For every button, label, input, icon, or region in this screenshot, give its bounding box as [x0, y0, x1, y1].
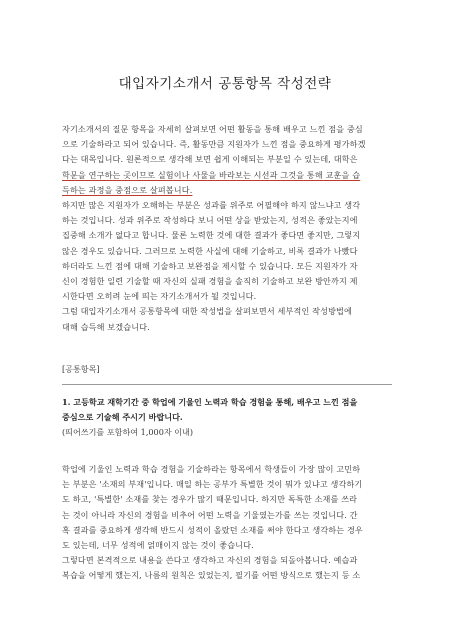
intro-line: 않은 경우도 있습니다. 그러므로 노력한 사실에 대해 기술하고, 비록 결과가 나빴다: [62, 245, 358, 256]
intro-line: 신이 경험한 일련 기술할 때 자신의 실패 경험을 솔직히 기술하고 보완 방안까지 제: [62, 276, 358, 287]
question-block: [62, 395, 392, 441]
intro-line: 그럼 대입자기소개서 공통항목에 대한 작성법을 살펴보면서 세부적인 작성방법에: [62, 306, 352, 317]
answer-line: 학업에 기울인 노력과 학습 경험을 기술하라는 항목에서 학생들이 가장 많이 고민하: [62, 464, 361, 474]
answer-line: 는 부분은 '소재의 부재'입니다. 매일 하는 공부가 특별한 것이 뭐가 있냐고 생각하기: [62, 479, 363, 490]
intro-line: 집중해 소개가 없다고 합니다. 물론 노력한 것에 대한 결과가 좋다면 좋지만, 그렇지: [62, 230, 361, 241]
intro-line: 하는 것입니다. 성과 위주로 작성하다 보니 어떤 상을 받았는지, 성적은 좋았는지에: [62, 215, 358, 226]
intro-line: 대해 습득해 보겠습니다.: [62, 321, 150, 332]
intro-line: 자기소개서의 질문 항목을 자세히 살펴보면 어떤 활동을 통해 배우고 느낀 점을 중심: [62, 124, 363, 134]
section-divider: [62, 384, 392, 385]
answer-line: 는 것이 아니라 자신의 경험을 비추어 어떤 노력을 기울였는가를 쓰는 것입니다. 간: [62, 509, 358, 520]
answer-line: 그렇다면 본격적으로 내용을 쓴다고 생각하고 자신의 경험을 되돌아봅니다. 예습과: [62, 555, 358, 566]
question-line: 중심으로 기술해 주시기 바랍니다.: [62, 412, 183, 423]
intro-line: 하더라도 느낀 점에 대해 기술하고 보완점을 제시할 수 있습니다. 모든 지원자가 자: [62, 260, 358, 271]
intro-line: 다는 대목입니다. 원론적으로 생각해 보면 쉽게 이해되는 부분일 수 있는데, 대학은: [62, 154, 358, 165]
document-title: 대입자기소개서 공통항목 작성전략: [118, 76, 332, 92]
question-limit: (띄어쓰기를 포함하여 1,000자 이내): [62, 427, 194, 438]
answer-line: 도 하고, '특별한' 소재를 찾는 경우가 많기 때문입니다. 하지만 독특한 소재를 쓰라: [62, 494, 358, 505]
question-line: 1. 고등학교 재학기간 중 학업에 기울인 노력과 학습 경험을 통해, 배우고 느낀 점을: [62, 397, 358, 407]
intro-line: 으로 기술하라고 되어 있습니다. 즉, 활동만큼 지원자가 느낀 점을 중요하게 평가하겠: [62, 139, 366, 150]
intro-line: 하지만 많은 지원자가 오해하는 부분은 성과를 위주로 어필해야 하지 않느냐고 생각: [62, 200, 361, 211]
intro-line-underlined: 득하는 과정을 중점으로 살펴봅니다.: [62, 184, 193, 195]
intro-line: 시한다면 오히려 눈에 띄는 자기소개서가 될 것입니다.: [62, 291, 257, 302]
answer-line: 복습을 어떻게 했는지, 나름의 원칙은 있었는지, 필기를 어떤 방식으로 했는지 등 소: [62, 570, 361, 581]
section-label: [공통항목]: [62, 364, 100, 374]
answer-line: 혹 결과를 중요하게 생각해 반드시 성적이 올랐던 소재를 써야 한다고 생각하는 경우: [62, 524, 363, 535]
intro-line-underlined: 학문을 연구하는 곳이므로 실험이나 사물을 바라보는 시선과 그것을 통해 교훈을 습: [62, 169, 361, 180]
intro-paragraph: [62, 122, 392, 335]
answer-line: 도 있는데, 너무 성적에 얽매이지 않는 것이 좋습니다.: [62, 540, 254, 551]
answer-paragraph: [62, 462, 392, 584]
